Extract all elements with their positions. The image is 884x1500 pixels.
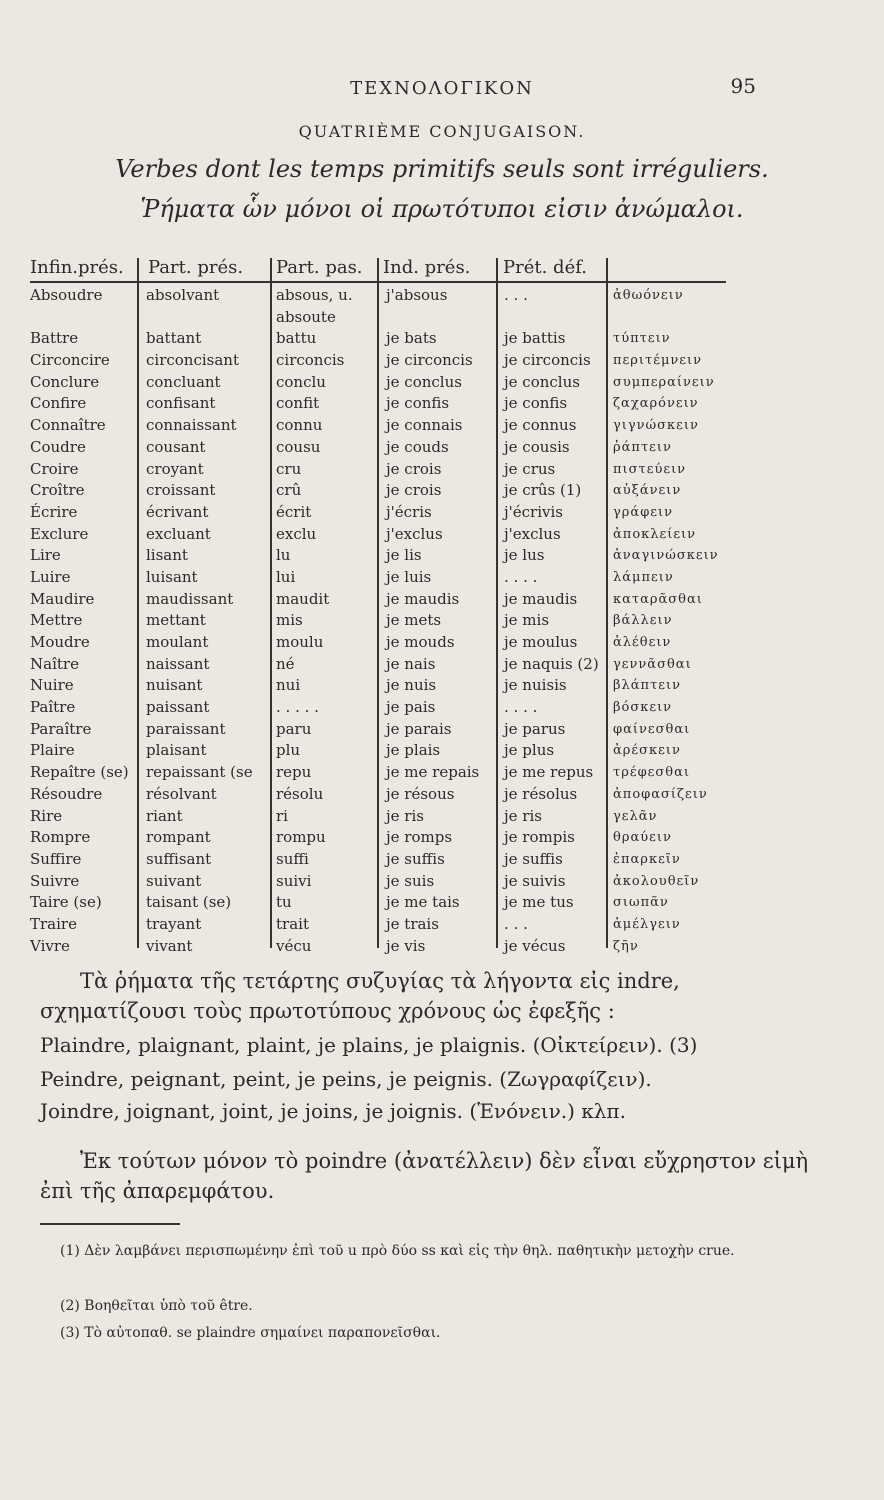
table-cell: connu xyxy=(276,416,323,435)
table-cell: j'exclus xyxy=(504,524,561,543)
footnote-3: (3) Τὸ αὐτοπαθ. se plaindre σημαίνει παραπονεῖσθαι. xyxy=(60,1325,441,1341)
table-cell: je crûs (1) xyxy=(504,481,582,500)
header-participe-present: Part. prés. xyxy=(148,257,244,278)
column-participe-passe xyxy=(276,285,353,957)
table-cell: je suffis xyxy=(386,849,445,868)
table-cell: je rompis xyxy=(504,828,575,847)
subtitle-greek: Ῥήματα ὧν μόνοι οἱ πρωτότυποι εἰσιν ἀνώμαλοι. xyxy=(140,195,744,223)
table-cell: je luis xyxy=(386,567,432,586)
table-cell: absous, u. xyxy=(276,286,353,304)
table-cell: lisant xyxy=(146,546,188,565)
table-cell: j'absous xyxy=(386,286,448,304)
table-cell: je mouds xyxy=(386,633,455,651)
table-cell: Absoudre xyxy=(30,286,103,304)
table-cell: Écrire xyxy=(30,502,78,521)
table-cell: Vivre xyxy=(30,936,70,955)
table-cell: je mis xyxy=(504,611,550,630)
table-cell: περιτέμνειν xyxy=(613,353,703,369)
table-cell: Paraître xyxy=(30,719,92,738)
table-cell: φαίνεσθαι xyxy=(613,721,691,737)
table-cell: je circoncis xyxy=(504,351,591,370)
table-cell: battant xyxy=(146,329,202,348)
table-cell: circoncisant xyxy=(146,351,239,370)
table-cell: Maudire xyxy=(30,589,95,608)
paragraph-joindre: Joindre, joignant, joint, je joins, je joignis. (Ἑνόνειν.) κλπ. xyxy=(40,1099,626,1123)
footnote-1: (1) Δὲν λαμβάνει περισπωμένην ἐπὶ τοῦ u πρὸ δύο ss καὶ εἰς τὴν θηλ. παθητικὴν μετοχὴν crue. xyxy=(60,1243,735,1259)
footnote-rule xyxy=(40,1223,180,1225)
table-cell: ri xyxy=(276,806,288,825)
table-cell: je conclus xyxy=(386,372,462,391)
table-cell: ἀποκλείειν xyxy=(613,526,697,542)
table-cell: circoncis xyxy=(276,351,345,370)
table-cell: . . . . . xyxy=(276,698,319,717)
table-cell: taisant (se) xyxy=(146,893,232,912)
table-cell: cousant xyxy=(146,437,206,456)
table-cell: γιγνώσκειν xyxy=(613,418,699,434)
table-cell xyxy=(613,307,719,329)
table-cell: je ris xyxy=(386,806,424,825)
table-cell: Naître xyxy=(30,654,79,673)
page-number: 95 xyxy=(730,74,756,98)
table-cell: vécu xyxy=(276,936,312,955)
running-title: ΤΕΧΝΟΛΟΓΙΚΟΝ xyxy=(350,78,534,99)
paragraph-intro: Τὰ ῥήματα τῆς τετάρτης συζυγίας τὰ λήγοντα εἰς indre, σχηματίζουσι τοὺς πρωτοτύπους χρόνους ὡς ἐφεξῆς : xyxy=(40,969,680,1023)
table-cell: rompant xyxy=(146,828,211,847)
column-rule xyxy=(606,258,608,948)
table-cell: suivant xyxy=(146,871,202,890)
table-cell: je crois xyxy=(386,459,442,478)
table-cell: trait xyxy=(276,914,309,933)
table-cell: nuisant xyxy=(146,676,203,695)
table-cell: je confis xyxy=(504,394,568,413)
table-cell: Traire xyxy=(30,914,77,933)
column-rule xyxy=(377,258,379,948)
table-cell: repu xyxy=(276,763,312,782)
column-greek xyxy=(613,285,719,957)
table-cell: croissant xyxy=(146,481,216,500)
table-cell: je couds xyxy=(386,437,449,456)
table-cell: je battis xyxy=(504,329,566,348)
table-cell: je nais xyxy=(386,654,436,673)
table-cell: je cousis xyxy=(504,437,570,456)
table-cell: crû xyxy=(276,481,302,500)
column-infinitive xyxy=(30,285,129,957)
table-cell: je ris xyxy=(504,806,542,825)
table-cell: je lus xyxy=(504,546,545,565)
table-cell: mis xyxy=(276,611,303,630)
table-cell: ζαχαρόνειν xyxy=(613,396,699,412)
table-cell: cousu xyxy=(276,437,321,456)
table-cell: Exclure xyxy=(30,524,89,543)
table-cell: confisant xyxy=(146,394,216,413)
table-cell: βλάπτειν xyxy=(613,678,682,694)
column-participe-present xyxy=(146,285,253,957)
table-cell: riant xyxy=(146,806,183,825)
table-cell: ἀποφασίζειν xyxy=(613,786,708,802)
header-preterit: Prét. déf. xyxy=(503,257,587,278)
table-cell: ἐπαρκεῖν xyxy=(613,851,681,867)
table-cell: je moulus xyxy=(504,633,578,651)
table-cell: σιωπᾶν xyxy=(613,895,669,911)
table-cell: ἀναγινώσκειν xyxy=(613,548,719,564)
table-cell: ῥάπτειν xyxy=(613,439,672,455)
table-cell: Confire xyxy=(30,394,87,413)
table-cell: je conclus xyxy=(504,372,580,391)
table-cell: Connaître xyxy=(30,416,106,435)
table-cell: Conclure xyxy=(30,372,100,391)
table-cell: conclu xyxy=(276,372,326,391)
table-cell: vivant xyxy=(146,936,193,955)
table-cell: paru xyxy=(276,719,312,738)
table-cell: Croire xyxy=(30,459,79,478)
table-cell: je vis xyxy=(386,936,426,955)
table-cell: je trais xyxy=(386,914,439,933)
table-cell: battu xyxy=(276,329,317,348)
table-cell: je me repais xyxy=(386,763,480,782)
table-cell: Paître xyxy=(30,698,76,717)
table-cell: né xyxy=(276,654,295,673)
table-cell: ἀκολουθεῖν xyxy=(613,873,700,889)
header-participe-passe: Part. pas. xyxy=(276,257,363,278)
table-cell: je suffis xyxy=(504,849,563,868)
table-cell: je parus xyxy=(504,719,566,738)
table-cell: γεννᾶσθαι xyxy=(613,656,692,672)
table-cell xyxy=(30,307,129,329)
table-cell: je vécus xyxy=(504,936,566,955)
table-cell: . . . . xyxy=(504,567,538,586)
table-cell: maudissant xyxy=(146,589,234,608)
table-cell: nui xyxy=(276,676,301,695)
table-cell: . . . xyxy=(504,286,528,304)
table-cell: confit xyxy=(276,394,320,413)
subtitle-french: Verbes dont les temps primitifs seuls sont irréguliers. xyxy=(115,155,769,183)
table-cell xyxy=(504,307,599,329)
column-preterit xyxy=(504,285,599,957)
paragraph-peindre: Peindre, peignant, peint, je peins, je peignis. (Ζωγραφίζειν). xyxy=(40,1067,652,1091)
table-cell: Rompre xyxy=(30,828,91,847)
table-cell: θραύειν xyxy=(613,830,672,846)
table-cell: je crus xyxy=(504,459,556,478)
table-cell: lui xyxy=(276,567,296,586)
table-cell: je mets xyxy=(386,611,442,630)
table-cell: je maudis xyxy=(504,589,578,608)
table-cell: lu xyxy=(276,546,291,565)
table-cell: tu xyxy=(276,893,292,912)
table-cell: suffisant xyxy=(146,849,212,868)
table-cell: j'écris xyxy=(386,502,432,521)
table-cell: concluant xyxy=(146,372,221,391)
table-cell: Taire (se) xyxy=(30,893,102,912)
table-cell: mettant xyxy=(146,611,206,630)
table-cell: paraissant xyxy=(146,719,226,738)
header-infinitive: Infin.prés. xyxy=(30,257,124,278)
table-cell: Luire xyxy=(30,567,71,586)
column-rule xyxy=(270,258,272,948)
table-cell: je plais xyxy=(386,741,441,760)
table-cell: καταρᾶσθαι xyxy=(613,591,703,607)
table-cell: Coudre xyxy=(30,437,86,456)
table-cell: Nuire xyxy=(30,676,74,695)
table-cell: je résous xyxy=(386,784,455,803)
table-cell: excluant xyxy=(146,524,211,543)
table-cell: suivi xyxy=(276,871,312,890)
header-indicatif-present: Ind. prés. xyxy=(383,257,471,278)
table-cell: je plus xyxy=(504,741,555,760)
table-cell: résolvant xyxy=(146,784,217,803)
table-cell: je lis xyxy=(386,546,422,565)
table-cell: βάλλειν xyxy=(613,613,673,629)
table-cell: rompu xyxy=(276,828,326,847)
table-cell: γράφειν xyxy=(613,504,674,520)
table-cell: λάμπειν xyxy=(613,569,674,585)
table-cell: Battre xyxy=(30,329,79,348)
table-cell: connaissant xyxy=(146,416,237,435)
table-cell: πιστεύειν xyxy=(613,461,687,477)
table-cell: αὐξάνειν xyxy=(613,483,682,499)
table-cell: repaissant (se xyxy=(146,763,253,782)
table-cell: plu xyxy=(276,741,301,760)
table-cell: maudit xyxy=(276,589,330,608)
table-cell xyxy=(386,307,479,329)
table-cell: ζῆν xyxy=(613,938,639,954)
table-cell: je me repus xyxy=(504,763,594,782)
table-cell: ἀλέθειν xyxy=(613,635,672,650)
table-cell: συμπεραίνειν xyxy=(613,374,715,390)
column-indicatif-present xyxy=(386,285,479,957)
table-cell: suffi xyxy=(276,849,309,868)
table-cell: je nuis xyxy=(386,676,437,695)
table-cell: je résolus xyxy=(504,784,578,803)
paragraph-poindre: Ἐκ τούτων μόνον τὸ poindre (ἀνατέλλειν) δὲν εἶναι εὔχρηστον εἰμὴ ἐπὶ τῆς ἀπαρεμφάτου. xyxy=(40,1149,809,1203)
table-cell: je naquis (2) xyxy=(504,654,599,673)
table-cell: Rire xyxy=(30,806,63,825)
table-cell: ἀμέλγειν xyxy=(613,916,681,932)
table-cell: exclu xyxy=(276,524,317,543)
table-cell: résolu xyxy=(276,784,324,803)
table-cell: je romps xyxy=(386,828,453,847)
table-cell: j'exclus xyxy=(386,524,443,543)
table-cell: paissant xyxy=(146,698,210,717)
table-cell xyxy=(146,307,253,329)
table-cell: Lire xyxy=(30,546,61,565)
table-cell: luisant xyxy=(146,567,198,586)
column-rule xyxy=(137,258,139,948)
table-cell: je maudis xyxy=(386,589,460,608)
table-cell: Moudre xyxy=(30,633,90,651)
table-cell: absolvant xyxy=(146,286,220,304)
paragraph-plaindre: Plaindre, plaignant, plaint, je plains, je plaignis. (Οἰκτείρειν). (3) xyxy=(40,1033,698,1057)
table-cell: je connus xyxy=(504,416,577,435)
table-cell: Plaire xyxy=(30,741,75,760)
table-cell: naissant xyxy=(146,654,210,673)
table-cell: je circoncis xyxy=(386,351,473,370)
table-cell: je bats xyxy=(386,329,437,348)
table-cell: Repaître (se) xyxy=(30,763,129,782)
table-cell: écrit xyxy=(276,502,312,521)
table-cell: j'écrivis xyxy=(504,502,563,521)
table-cell: cru xyxy=(276,459,302,478)
table-cell: je suivis xyxy=(504,871,566,890)
table-cell: Suivre xyxy=(30,871,80,890)
table-cell: ἀρέσκειν xyxy=(613,743,681,759)
table-cell: Croître xyxy=(30,481,85,500)
table-cell: Mettre xyxy=(30,611,83,630)
table-cell: plaisant xyxy=(146,741,207,760)
table-cell: . . . . xyxy=(504,698,538,717)
table-cell: je crois xyxy=(386,481,442,500)
column-rule xyxy=(496,258,498,948)
table-cell: moulu xyxy=(276,633,324,651)
table-cell: je me tus xyxy=(504,893,574,912)
table-cell: . . . xyxy=(504,914,528,933)
table-cell: trayant xyxy=(146,914,202,933)
table-cell: Suffire xyxy=(30,849,82,868)
footnote-2: (2) Βοηθεῖται ὑπὸ τοῦ être. xyxy=(60,1298,253,1314)
table-cell: τύπτειν xyxy=(613,331,671,347)
table-cell: ἀθωόνειν xyxy=(613,288,684,303)
table-cell: je confis xyxy=(386,394,450,413)
table-cell: je nuisis xyxy=(504,676,567,695)
section-title: QUATRIÈME CONJUGAISON. xyxy=(298,122,586,141)
table-cell: je me tais xyxy=(386,893,460,912)
table-cell: Résoudre xyxy=(30,784,103,803)
table-cell: croyant xyxy=(146,459,204,478)
table-cell: γελᾶν xyxy=(613,808,658,824)
table-cell: Circoncire xyxy=(30,351,110,370)
table-cell: τρέφεσθαι xyxy=(613,765,690,781)
table-cell: absoute xyxy=(276,307,336,326)
table-cell: βόσκειν xyxy=(613,700,673,716)
table-cell: je pais xyxy=(386,698,436,717)
table-cell: je suis xyxy=(386,871,435,890)
table-cell: moulant xyxy=(146,633,209,651)
table-cell: je connais xyxy=(386,416,463,435)
table-cell: écrivant xyxy=(146,502,209,521)
table-cell: je parais xyxy=(386,719,452,738)
